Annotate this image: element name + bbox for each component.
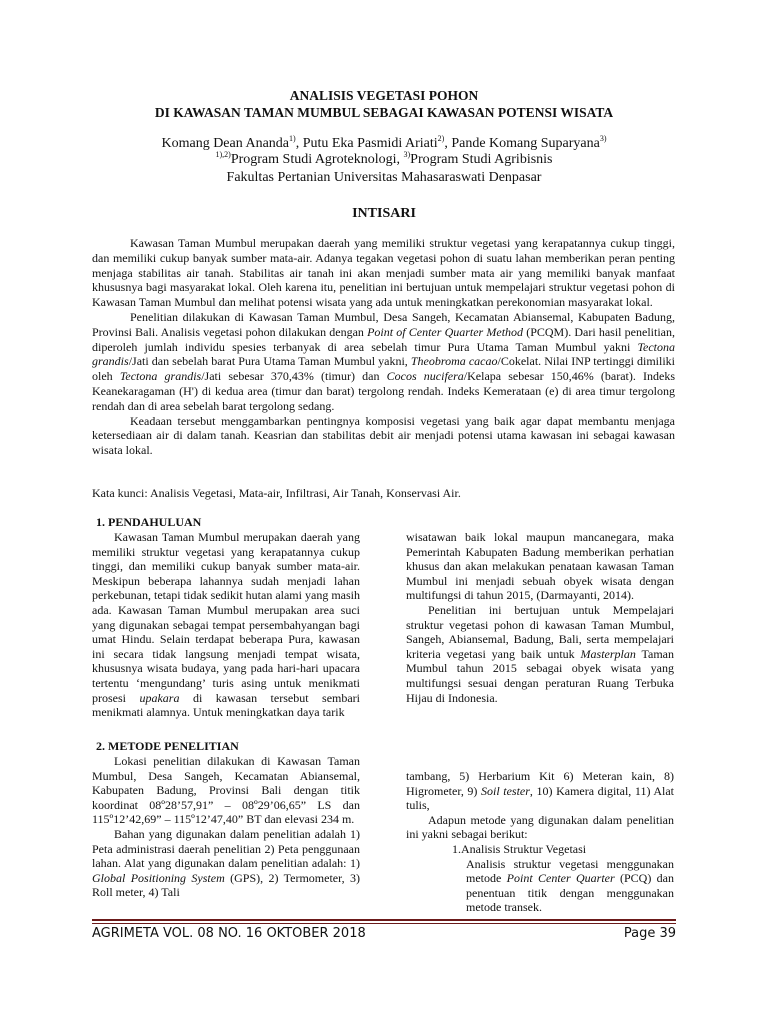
author-3: , Pande Komang Suparyana [444,136,600,151]
abstract-p2-method: Point of Center Quarter Method [367,324,524,339]
abstract-p2-species-3: Tectona grandis [119,369,202,384]
abstract-body [92,236,675,458]
journal-citation: AGRIMETA VOL. 08 NO. 16 OKTOBER 2018 [92,926,366,941]
paper-title-line-2: DI KAWASAN TAMAN MUMBUL SEBAGAI KAWASAN POTENSI WISATA [154,105,614,120]
sub-text-c: (PCQ) dan penentuan titik dengan menggunakan metode transek. [466,871,674,915]
affiliation-sup-2: 3) [403,150,411,159]
author-3-sup: 3) [599,134,607,143]
affiliation-program-2: Program Studi Agribisnis [410,152,553,167]
abstract-heading: INTISARI [352,206,416,221]
abstract-paragraph-1: Kawasan Taman Mumbul merupakan daerah yang memiliki struktur vegetasi yang kerapatannya cukup tinggi, dan memiliki cukup banyak sumber mata-air. Adanya tegakan vegetasi pohon di suatu lahan memberikan peran penting menjaga stabilitas air tanah. Stabilitas air tanah ini akan menjadi sumber mata air yang memiliki banyak manfaat khususnya bagi masyarakat lokal. Oleh karena itu, penelitian ini bertujuan untuk mempelajari struktur vegetasi pohon di Kawasan Taman Mumbul dan melihat potensi wisata yang ada untuk meningkatkan perekonomian masyarakat lokal. [92,236,675,310]
s2-right-text-a: tambang, 5) Herbarium Kit 6) Meteran kain, 8) Higrometer, 9) [406,769,674,798]
subsection-paragraph [406,857,674,915]
abstract-p2-species-4: Cocos nucifera [386,369,464,384]
author-list [0,136,768,152]
abstract-p2-text-i: /Jati sebesar 370,43% (timur) dan [201,369,387,384]
paper-title-line-1: ANALISIS VEGETASI POHON [289,88,479,103]
abstract-p2-text-c: (PCQM). Dari hasil penelitian, diperoleh jumlah individu spesies terbanyak di area sebelah timur Pura Utama Taman Mumbul yakni [92,324,675,354]
abstract-p2-text-e: /Jati dan sebelah barat Pura Utama Taman Mumbul yakni, [128,354,411,369]
abstract-p2-species-2: Theobroma cacao [410,354,498,369]
section-1-left-column [92,530,360,720]
section-2-right-column [406,769,674,915]
s1-left-text-c: di kawasan tersebut sembari menikmati alamnya. Untuk meningkatkan daya tarik [92,690,361,720]
s2-left-text-a: Bahan yang digunakan dalam penelitian adalah 1) Peta administrasi daerah penelitian 2) Peta penggunaan lahan. Alat yang digunakan dalam penelitian adalah: 1) [92,826,360,871]
page-number: Page 39 [623,926,676,941]
author-1-sup: 1) [289,134,296,143]
s1-left-italic: upakara [139,690,180,705]
subsection-heading: 1.Analisis Struktur Vegetasi [452,841,587,856]
s1-left-text-a: Kawasan Taman Mumbul merupakan daerah yang memiliki struktur vegetasi yang kerapatannya cukup tinggi, dan memiliki cukup banyak sumber mata-air. Meskipun beberapa lahannya sudah menjadi lahan perkebunan, tetapi tidak sedikit hutan alami yang masih ada. Kawasan Taman Mumbul merupakan area suci yang digunakan sebagai tempat persembahyangan bagi umat Hindu. Selain terdapat beberapa Pura, kawasan ini secara tidak langsung menjadi tempat wisata, khususnya wisata budaya, yang pada hari-hari upacara tertentu ‘mengundang’ turis asing untuk menikmati prosesi [92,530,360,705]
s1-right-text-c: Taman Mumbul tahun 2015 sebagai obyek wisata yang multifungsi sesuai dengan peraturan Ruang Terbuka Hijau di Indonesia. [406,646,674,705]
abstract-p2-text-a: Penelitian dilakukan di Kawasan Taman Mumbul, Desa Sangeh, Kecamatan Abiansemal, Kabupaten Badung, Provinsi Bali. Analisis vegetasi pohon dilakukan dengan [92,309,675,339]
s2-left-italic: Global Positioning System [92,870,225,885]
s1-right-text-a: Penelitian ini bertujuan untuk Mempelajari struktur vegetasi pohon di kawasan Taman Mumbul, Sangeh, Abiansemal, Badung, Bali, serta mempelajari kriteria vegetasi yang baik untuk [406,602,674,661]
s2-left-text-c: (GPS), 2) Termometer, 3) Roll meter, 4) Tali [92,870,361,900]
section-1-heading: 1. PENDAHULUAN [96,515,202,529]
section-2-heading: 2. METODE PENELITIAN [96,739,239,753]
section-2-left-column [92,754,360,900]
abstract-p2-text-g: /Cokelat. Nilai INP tertinggi dimiliki oleh [92,354,675,384]
affiliation-sup-1: 1),2) [215,150,231,159]
sub-italic: Point Center Quarter [506,871,615,886]
s1-right-italic: Masterplan [580,646,636,661]
s2-right-italic: Soil tester [481,783,530,798]
section-2-right-paragraph-1 [406,769,674,813]
s2-right-text-c: , 10) Kamera digital, 11) Alat tulis, [406,783,675,813]
author-2: , Putu Eka Pasmidi Ariati [295,136,438,151]
keywords: Kata kunci: Analisis Vegetasi, Mata-air, Infiltrasi, Air Tanah, Konservasi Air. [92,486,461,500]
footer-rule-thin [92,923,676,924]
author-1: Komang Dean Ananda [161,136,290,151]
affiliation-programs [0,152,768,168]
author-2-sup: 2) [437,134,445,143]
section-1-right-column [406,530,674,705]
sub-text-a: Analisis struktur vegetasi menggunakan metode [466,856,674,886]
abstract-paragraph-2 [92,310,675,414]
affiliation-program-1: Program Studi Agroteknologi, [230,152,404,167]
section-1-left-paragraph [92,530,360,720]
abstract-p2-text-k: /Kelapa sebesar 150,46% (barat). Indeks Keanekaragaman (H') di kedua area (timur dan barat) tergolong rendah. Indeks Kemerataan (e) di area timur tergolong rendah dan di area sebelah barat tergolong sedang. [92,369,675,413]
section-1-right-paragraph-2 [406,603,674,705]
section-2-right-paragraph-2: Adapun metode yang digunakan dalam penelitian ini yakni sebagai berikut: [406,812,674,842]
section-1-right-paragraph-1: wisatawan baik lokal maupun mancanegara, maka Pemerintah Kabupaten Badung memberikan perhatian khusus dan akan melakukan penataan kawasan Taman Mumbul ini menjadi sebuah obyek wisata dengan multifungsi di tahun 2015, (Darmayanti, 2014). [406,530,674,603]
section-2-left-paragraph-1: Lokasi penelitian dilakukan di Kawasan Taman Mumbul, Desa Sangeh, Kecamatan Abiansemal, Kabupaten Badung, Provinsi Bali dengan titik koordinat 08º28’57,91” – 08º29’06,65” LS dan 115º12’42,69” – 115º12’47,40” BT dan elevasi 234 m. [92,754,360,827]
abstract-paragraph-3: Keadaan tersebut menggambarkan pentingnya komposisi vegetasi yang baik agar dapat membantu menjaga ketersediaan air di dalam tanah. Keasrian dan stabilitas debit air menjadi potensi utama kawasan ini sebagai kawasan wisata lokal. [92,413,675,458]
section-2-left-paragraph-2 [92,827,360,900]
abstract-p2-species-1: Tectona grandis [92,339,675,369]
footer-rule-thick [92,919,676,921]
affiliation-faculty: Fakultas Pertanian Universitas Mahasaraswati Denpasar [226,170,542,185]
